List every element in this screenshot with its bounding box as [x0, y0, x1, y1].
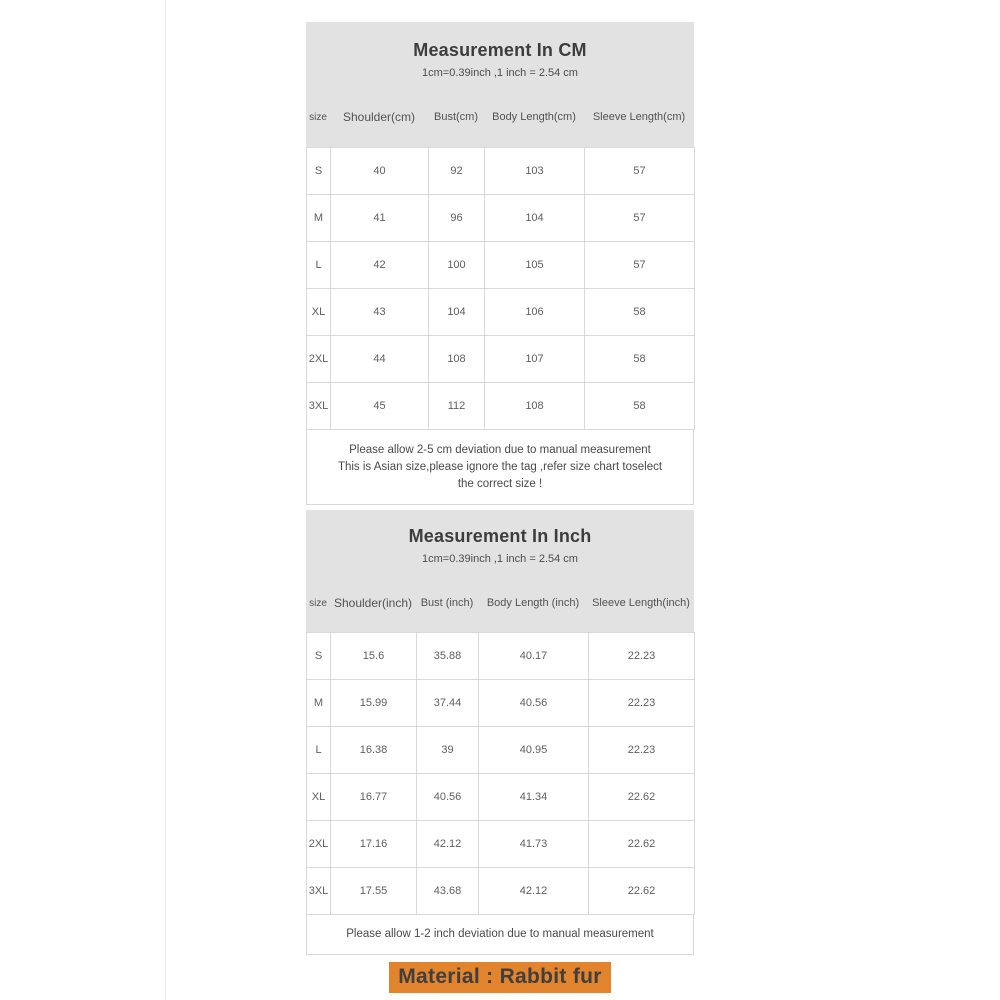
table-cell: 2XL — [307, 821, 331, 868]
table-cell: 40.17 — [479, 633, 589, 680]
table-row — [307, 242, 695, 289]
inch-header-block — [306, 510, 694, 632]
inch-section-title: Measurement In Inch — [408, 526, 592, 546]
table-cell: 22.62 — [589, 821, 695, 868]
cm-note-line1: Please allow 2-5 cm deviation due to manual measurement — [349, 444, 651, 456]
table-cell: 39 — [417, 727, 479, 774]
column-header: Bust (inch) — [420, 597, 474, 609]
cm-header-block — [306, 22, 694, 147]
table-cell: M — [307, 680, 331, 727]
material-banner: Material : Rabbit fur — [389, 962, 610, 993]
table-cell: 3XL — [307, 383, 331, 430]
table-cell: 40 — [331, 148, 429, 195]
cm-note-line2: This is Asian size,please ignore the tag ,refer size chart toselect the correct size ! — [337, 461, 663, 490]
table-cell: 42.12 — [479, 868, 589, 915]
table-cell: 22.23 — [589, 680, 695, 727]
table-row — [307, 336, 695, 383]
table-row — [307, 774, 695, 821]
table-cell: 43.68 — [417, 868, 479, 915]
cm-table-body — [307, 148, 695, 430]
table-cell: 58 — [585, 289, 695, 336]
table-row — [307, 148, 695, 195]
column-header: Body Length(cm) — [492, 111, 576, 123]
table-row — [307, 868, 695, 915]
table-row — [307, 727, 695, 774]
table-cell: 42 — [331, 242, 429, 289]
inch-note-line: Please allow 1-2 inch deviation due to manual measurement — [346, 928, 654, 940]
table-cell: 41 — [331, 195, 429, 242]
table-cell: 108 — [429, 336, 485, 383]
table-cell: 104 — [485, 195, 585, 242]
table-cell: 57 — [585, 148, 695, 195]
table-row — [307, 821, 695, 868]
table-cell: 42.12 — [417, 821, 479, 868]
table-cell: 2XL — [307, 336, 331, 383]
table-cell: XL — [307, 774, 331, 821]
size-chart-panel — [306, 22, 694, 955]
table-cell: 22.62 — [589, 774, 695, 821]
table-cell: L — [307, 242, 331, 289]
table-cell: S — [307, 633, 331, 680]
cm-section — [306, 22, 694, 505]
table-cell: 108 — [485, 383, 585, 430]
table-cell: 41.73 — [479, 821, 589, 868]
table-row — [307, 383, 695, 430]
table-cell: 45 — [331, 383, 429, 430]
table-row — [307, 195, 695, 242]
table-cell: 16.77 — [331, 774, 417, 821]
column-header: Sleeve Length(inch) — [592, 597, 690, 609]
cm-section-title: Measurement In CM — [413, 40, 587, 60]
inch-conversion-note: 1cm=0.39inch ,1 inch = 2.54 cm — [422, 553, 578, 565]
table-cell: 37.44 — [417, 680, 479, 727]
table-cell: S — [307, 148, 331, 195]
table-cell: 35.88 — [417, 633, 479, 680]
table-cell: 96 — [429, 195, 485, 242]
material-line — [0, 962, 1000, 993]
table-cell: 43 — [331, 289, 429, 336]
table-cell: 57 — [585, 242, 695, 289]
table-cell: 40.95 — [479, 727, 589, 774]
table-cell: 41.34 — [479, 774, 589, 821]
table-row — [307, 680, 695, 727]
table-cell: 105 — [485, 242, 585, 289]
cm-column-headers — [306, 110, 694, 124]
table-cell: 44 — [331, 336, 429, 383]
column-header: size — [309, 111, 327, 123]
table-cell: 17.16 — [331, 821, 417, 868]
table-cell: 112 — [429, 383, 485, 430]
table-cell: 15.6 — [331, 633, 417, 680]
inch-column-headers — [306, 596, 694, 610]
column-header: size — [309, 597, 327, 609]
table-cell: M — [307, 195, 331, 242]
cm-note-box — [306, 430, 694, 505]
table-cell: 92 — [429, 148, 485, 195]
inch-note-box — [306, 915, 694, 955]
table-cell: 40.56 — [417, 774, 479, 821]
table-cell: 22.23 — [589, 633, 695, 680]
table-cell: XL — [307, 289, 331, 336]
table-row — [307, 633, 695, 680]
table-cell: 58 — [585, 336, 695, 383]
table-row — [307, 289, 695, 336]
table-cell: 100 — [429, 242, 485, 289]
left-page-divider — [165, 0, 166, 1000]
table-cell: 3XL — [307, 868, 331, 915]
table-cell: 40.56 — [479, 680, 589, 727]
table-cell: 16.38 — [331, 727, 417, 774]
inch-section — [306, 510, 694, 955]
column-header: Body Length (inch) — [486, 597, 580, 609]
table-cell: 107 — [485, 336, 585, 383]
table-cell: L — [307, 727, 331, 774]
table-cell: 57 — [585, 195, 695, 242]
table-cell: 103 — [485, 148, 585, 195]
cm-measurement-table — [306, 147, 695, 430]
cm-conversion-note: 1cm=0.39inch ,1 inch = 2.54 cm — [422, 67, 578, 79]
table-cell: 17.55 — [331, 868, 417, 915]
column-header: Bust(cm) — [434, 111, 478, 123]
table-cell: 106 — [485, 289, 585, 336]
table-cell: 22.23 — [589, 727, 695, 774]
table-cell: 22.62 — [589, 868, 695, 915]
inch-table-body — [307, 633, 695, 915]
column-header: Shoulder(inch) — [333, 596, 413, 610]
column-header: Shoulder(cm) — [342, 110, 416, 124]
table-cell: 104 — [429, 289, 485, 336]
inch-measurement-table — [306, 632, 695, 915]
table-cell: 58 — [585, 383, 695, 430]
table-cell: 15.99 — [331, 680, 417, 727]
column-header: Sleeve Length(cm) — [592, 111, 686, 123]
